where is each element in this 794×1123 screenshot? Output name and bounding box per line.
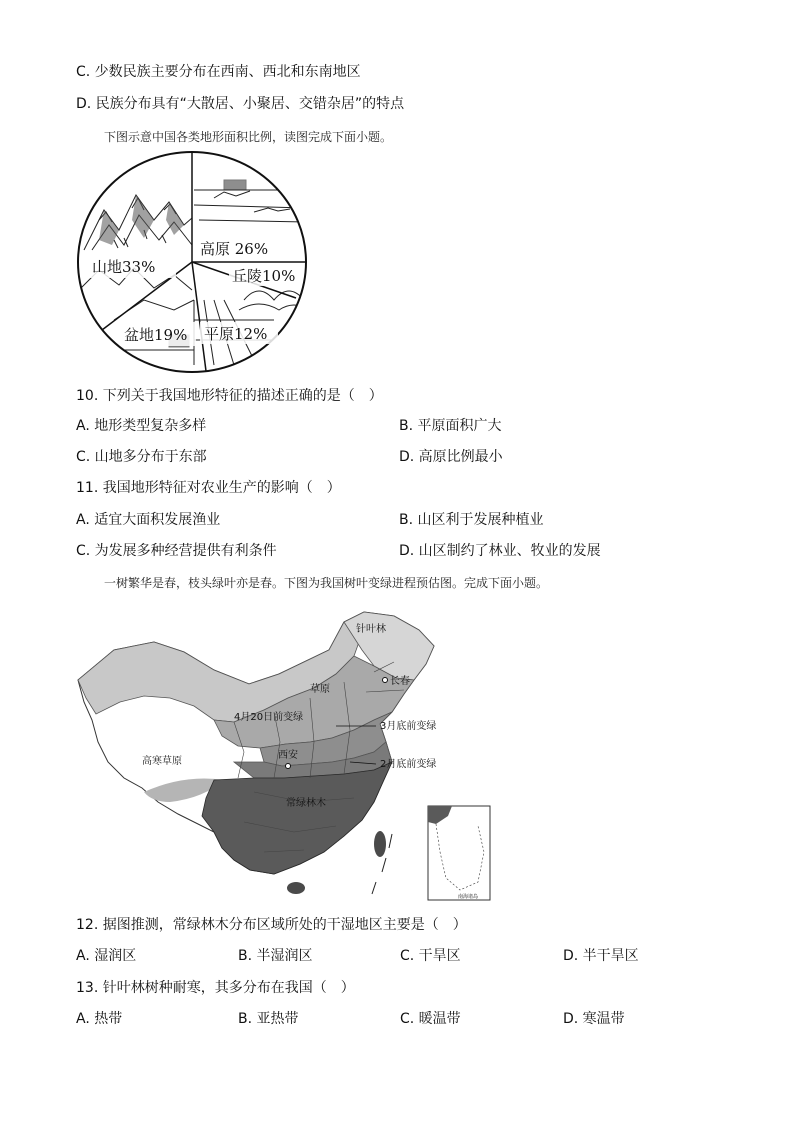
q12-stem: 12. 据图推测，常绿林木分布区域所处的干湿地区主要是（ ） (76, 917, 467, 933)
pie-label-hill: 丘陵10% (232, 267, 296, 285)
terrain-pie-chart (74, 150, 314, 380)
prev-option-c: C. 少数民族主要分布在西南、西北和东南地区 (76, 64, 361, 80)
label-evergreen: 常绿林木 (286, 798, 326, 809)
q10-stem: 10. 下列关于我国地形特征的描述正确的是（ ） (76, 388, 383, 404)
greening-map-figure (74, 602, 494, 904)
xian-dot (286, 764, 291, 769)
terrain-pie-figure (74, 150, 314, 380)
intro-terrain: 下图示意中国各类地形面积比例，读图完成下面小题。 (104, 130, 393, 144)
q12-option-b[interactable]: B. 半湿润区 (238, 948, 313, 964)
hainan-island (287, 882, 305, 894)
label-feb-end: 2月底前变绿 (380, 759, 437, 770)
label-mar-end: 3月底前变绿 (380, 721, 437, 732)
label-changchun: 长春 (390, 676, 410, 687)
q10-option-b[interactable]: B. 平原面积广大 (399, 418, 502, 434)
q11-option-d[interactable]: D. 山区制约了林业、牧业的发展 (399, 543, 601, 559)
pie-label-plateau: 高原 26% (200, 240, 269, 258)
q13-option-a[interactable]: A. 热带 (76, 1011, 123, 1027)
q12-option-d[interactable]: D. 半干旱区 (563, 948, 639, 964)
q12-option-c[interactable]: C. 干旱区 (400, 948, 461, 964)
q13-stem: 13. 针叶林树种耐寒，其多分布在我国（ ） (76, 980, 355, 996)
pie-label-basin: 盆地19% (124, 326, 188, 344)
plateau-illustration (194, 180, 306, 222)
changchun-dot (383, 678, 388, 683)
pie-label-plain: 平原12% (204, 325, 268, 343)
label-xian: 西安 (278, 750, 298, 761)
q11-stem: 11. 我国地形特征对农业生产的影响（ ） (76, 480, 341, 496)
label-conifer: 针叶林 (356, 624, 386, 635)
q11-option-b[interactable]: B. 山区利于发展种植业 (399, 512, 544, 528)
label-inset: 南海诸岛 (458, 894, 479, 900)
prev-option-d: D. 民族分布具有“大散居、小聚居、交错杂居”的特点 (76, 96, 405, 112)
q13-option-b[interactable]: B. 亚热带 (238, 1011, 299, 1027)
label-grassland: 草原 (310, 684, 330, 695)
q10-option-a[interactable]: A. 地形类型复杂多样 (76, 418, 207, 434)
q11-option-a[interactable]: A. 适宜大面积发展渔业 (76, 512, 221, 528)
q13-option-d[interactable]: D. 寒温带 (563, 1011, 625, 1027)
q10-option-c[interactable]: C. 山地多分布于东部 (76, 449, 207, 465)
q11-option-c[interactable]: C. 为发展多种经营提供有利条件 (76, 543, 277, 559)
pie-label-mountain: 山地33% (92, 258, 156, 276)
q12-option-a[interactable]: A. 湿润区 (76, 948, 137, 964)
q13-option-c[interactable]: C. 暖温带 (400, 1011, 461, 1027)
greening-map (74, 602, 494, 904)
taiwan-island (374, 831, 386, 857)
intro-greening: 一树繁华是春，枝头绿叶亦是春。下图为我国树叶变绿进程预估图。完成下面小题。 (104, 576, 549, 590)
q10-option-d[interactable]: D. 高原比例最小 (399, 449, 503, 465)
label-alpine: 高寒草原 (142, 756, 182, 767)
label-apr20: 4月20日前变绿 (234, 712, 304, 723)
